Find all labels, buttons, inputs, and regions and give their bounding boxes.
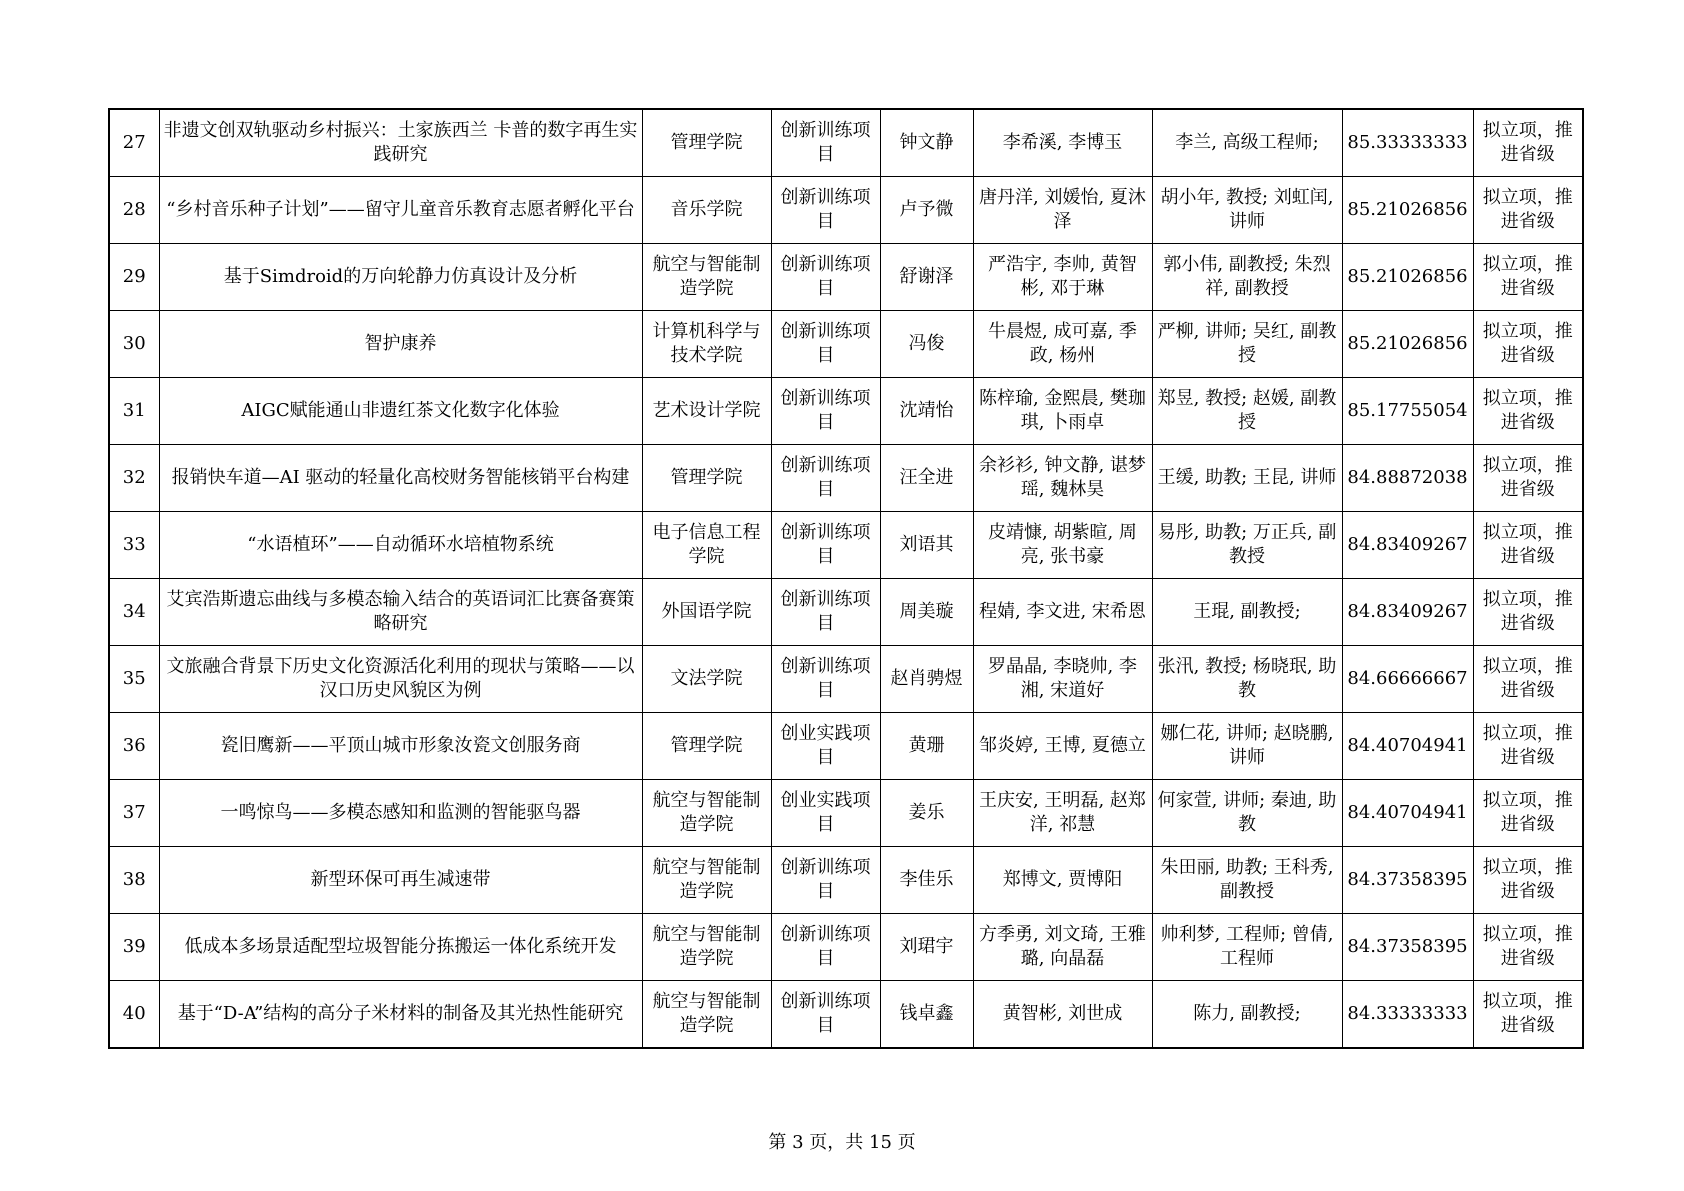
project-name-cell: 文旅融合背景下历史文化资源活化利用的现状与策略——以汉口历史风貌区为例 bbox=[159, 646, 642, 713]
advisor-cell: 娜仁花, 讲师; 赵晓鹏, 讲师 bbox=[1152, 713, 1342, 780]
score-cell: 85.33333333 bbox=[1342, 109, 1473, 177]
advisor-cell: 易彤, 助教; 万正兵, 副教授 bbox=[1152, 512, 1342, 579]
members-cell: 郑博文, 贾博阳 bbox=[973, 847, 1152, 914]
leader-cell: 钱卓鑫 bbox=[880, 981, 973, 1049]
college-cell: 航空与智能制造学院 bbox=[642, 914, 771, 981]
status-cell: 拟立项，推进省级 bbox=[1473, 445, 1583, 512]
project-table bbox=[108, 108, 1584, 1049]
leader-cell: 黄珊 bbox=[880, 713, 973, 780]
score-cell: 84.88872038 bbox=[1342, 445, 1473, 512]
leader-cell: 赵肖骋煜 bbox=[880, 646, 973, 713]
advisor-cell: 朱田丽, 助教; 王科秀, 副教授 bbox=[1152, 847, 1342, 914]
project-name-cell: 基于Simdroid的万向轮静力仿真设计及分析 bbox=[159, 244, 642, 311]
advisor-cell: 王琨, 副教授; bbox=[1152, 579, 1342, 646]
score-cell: 85.21026856 bbox=[1342, 244, 1473, 311]
advisor-cell: 张汛, 教授; 杨晓珉, 助教 bbox=[1152, 646, 1342, 713]
members-cell: 严浩宇, 李帅, 黄智彬, 邓于琳 bbox=[973, 244, 1152, 311]
row-number-cell: 27 bbox=[109, 109, 159, 177]
project-name-cell: 非遗文创双轨驱动乡村振兴：土家族西兰 卡普的数字再生实践研究 bbox=[159, 109, 642, 177]
advisor-cell: 王缓, 助教; 王昆, 讲师 bbox=[1152, 445, 1342, 512]
members-cell: 邹炎婷, 王博, 夏德立 bbox=[973, 713, 1152, 780]
table-row bbox=[109, 177, 1583, 244]
members-cell: 程婧, 李文进, 宋希恩 bbox=[973, 579, 1152, 646]
score-cell: 84.40704941 bbox=[1342, 713, 1473, 780]
leader-cell: 卢予微 bbox=[880, 177, 973, 244]
status-cell: 拟立项，推进省级 bbox=[1473, 378, 1583, 445]
college-cell: 艺术设计学院 bbox=[642, 378, 771, 445]
score-cell: 84.37358395 bbox=[1342, 914, 1473, 981]
table-row bbox=[109, 244, 1583, 311]
status-cell: 拟立项，推进省级 bbox=[1473, 311, 1583, 378]
college-cell: 音乐学院 bbox=[642, 177, 771, 244]
status-cell: 拟立项，推进省级 bbox=[1473, 177, 1583, 244]
row-number-cell: 36 bbox=[109, 713, 159, 780]
leader-cell: 汪全进 bbox=[880, 445, 973, 512]
table-row bbox=[109, 646, 1583, 713]
advisor-cell: 何家萱, 讲师; 秦迪, 助教 bbox=[1152, 780, 1342, 847]
leader-cell: 刘珺宇 bbox=[880, 914, 973, 981]
row-number-cell: 34 bbox=[109, 579, 159, 646]
college-cell: 管理学院 bbox=[642, 713, 771, 780]
status-cell: 拟立项，推进省级 bbox=[1473, 981, 1583, 1049]
status-cell: 拟立项，推进省级 bbox=[1473, 847, 1583, 914]
project-type-cell: 创新训练项目 bbox=[771, 847, 880, 914]
row-number-cell: 29 bbox=[109, 244, 159, 311]
table-body bbox=[109, 109, 1583, 1048]
table-row bbox=[109, 311, 1583, 378]
table-row bbox=[109, 378, 1583, 445]
leader-cell: 沈靖怡 bbox=[880, 378, 973, 445]
row-number-cell: 30 bbox=[109, 311, 159, 378]
project-name-cell: “水语植环”——自动循环水培植物系统 bbox=[159, 512, 642, 579]
project-type-cell: 创新训练项目 bbox=[771, 177, 880, 244]
score-cell: 84.40704941 bbox=[1342, 780, 1473, 847]
status-cell: 拟立项，推进省级 bbox=[1473, 713, 1583, 780]
advisor-cell: 严柳, 讲师; 吴红, 副教授 bbox=[1152, 311, 1342, 378]
project-name-cell: 报销快车道—AI 驱动的轻量化高校财务智能核销平台构建 bbox=[159, 445, 642, 512]
score-cell: 85.17755054 bbox=[1342, 378, 1473, 445]
leader-cell: 周美璇 bbox=[880, 579, 973, 646]
college-cell: 管理学院 bbox=[642, 445, 771, 512]
table-row bbox=[109, 713, 1583, 780]
row-number-cell: 39 bbox=[109, 914, 159, 981]
status-cell: 拟立项，推进省级 bbox=[1473, 512, 1583, 579]
members-cell: 牛晨煜, 成可嘉, 季政, 杨州 bbox=[973, 311, 1152, 378]
table-row bbox=[109, 445, 1583, 512]
project-name-cell: 低成本多场景适配型垃圾智能分拣搬运一体化系统开发 bbox=[159, 914, 642, 981]
project-name-cell: AIGC赋能通山非遗红茶文化数字化体验 bbox=[159, 378, 642, 445]
project-name-cell: 一鸣惊鸟——多模态感知和监测的智能驱鸟器 bbox=[159, 780, 642, 847]
status-cell: 拟立项，推进省级 bbox=[1473, 780, 1583, 847]
project-type-cell: 创业实践项目 bbox=[771, 780, 880, 847]
table-row bbox=[109, 512, 1583, 579]
project-type-cell: 创新训练项目 bbox=[771, 244, 880, 311]
project-type-cell: 创新训练项目 bbox=[771, 109, 880, 177]
advisor-cell: 李兰, 高级工程师; bbox=[1152, 109, 1342, 177]
college-cell: 航空与智能制造学院 bbox=[642, 244, 771, 311]
project-type-cell: 创新训练项目 bbox=[771, 981, 880, 1049]
project-name-cell: “乡村音乐种子计划”——留守儿童音乐教育志愿者孵化平台 bbox=[159, 177, 642, 244]
project-name-cell: 基于“D-A”结构的高分子米材料的制备及其光热性能研究 bbox=[159, 981, 642, 1049]
project-name-cell: 智护康养 bbox=[159, 311, 642, 378]
college-cell: 电子信息工程学院 bbox=[642, 512, 771, 579]
project-type-cell: 创业实践项目 bbox=[771, 713, 880, 780]
status-cell: 拟立项，推进省级 bbox=[1473, 914, 1583, 981]
status-cell: 拟立项，推进省级 bbox=[1473, 109, 1583, 177]
advisor-cell: 胡小年, 教授; 刘虹闰, 讲师 bbox=[1152, 177, 1342, 244]
college-cell: 航空与智能制造学院 bbox=[642, 780, 771, 847]
project-name-cell: 瓷旧鹰新——平顶山城市形象汝瓷文创服务商 bbox=[159, 713, 642, 780]
row-number-cell: 32 bbox=[109, 445, 159, 512]
table-row bbox=[109, 914, 1583, 981]
row-number-cell: 33 bbox=[109, 512, 159, 579]
project-type-cell: 创新训练项目 bbox=[771, 914, 880, 981]
leader-cell: 舒谢泽 bbox=[880, 244, 973, 311]
row-number-cell: 35 bbox=[109, 646, 159, 713]
row-number-cell: 37 bbox=[109, 780, 159, 847]
leader-cell: 李佳乐 bbox=[880, 847, 973, 914]
score-cell: 84.83409267 bbox=[1342, 579, 1473, 646]
row-number-cell: 40 bbox=[109, 981, 159, 1049]
members-cell: 余衫衫, 钟文静, 谌梦瑶, 魏林昊 bbox=[973, 445, 1152, 512]
status-cell: 拟立项，推进省级 bbox=[1473, 244, 1583, 311]
score-cell: 85.21026856 bbox=[1342, 311, 1473, 378]
score-cell: 84.37358395 bbox=[1342, 847, 1473, 914]
advisor-cell: 帅利梦, 工程师; 曾倩, 工程师 bbox=[1152, 914, 1342, 981]
project-type-cell: 创新训练项目 bbox=[771, 579, 880, 646]
row-number-cell: 31 bbox=[109, 378, 159, 445]
advisor-cell: 郑昱, 教授; 赵媛, 副教授 bbox=[1152, 378, 1342, 445]
project-type-cell: 创新训练项目 bbox=[771, 512, 880, 579]
members-cell: 李希溪, 李博玉 bbox=[973, 109, 1152, 177]
table-row bbox=[109, 579, 1583, 646]
table-row bbox=[109, 981, 1583, 1049]
members-cell: 皮靖慷, 胡紫暄, 周亮, 张书豪 bbox=[973, 512, 1152, 579]
table-row bbox=[109, 109, 1583, 177]
college-cell: 外国语学院 bbox=[642, 579, 771, 646]
project-type-cell: 创新训练项目 bbox=[771, 445, 880, 512]
page-footer: 第 3 页，共 15 页 bbox=[768, 1132, 916, 1153]
members-cell: 黄智彬, 刘世成 bbox=[973, 981, 1152, 1049]
leader-cell: 钟文静 bbox=[880, 109, 973, 177]
status-cell: 拟立项，推进省级 bbox=[1473, 579, 1583, 646]
status-cell: 拟立项，推进省级 bbox=[1473, 646, 1583, 713]
advisor-cell: 陈力, 副教授; bbox=[1152, 981, 1342, 1049]
college-cell: 计算机科学与技术学院 bbox=[642, 311, 771, 378]
members-cell: 王庆安, 王明磊, 赵郑洋, 祁慧 bbox=[973, 780, 1152, 847]
members-cell: 罗晶晶, 李晓帅, 李湘, 宋道好 bbox=[973, 646, 1152, 713]
members-cell: 陈梓瑜, 金熙晨, 樊珈琪, 卜雨卓 bbox=[973, 378, 1152, 445]
project-name-cell: 艾宾浩斯遗忘曲线与多模态输入结合的英语词汇比赛备赛策略研究 bbox=[159, 579, 642, 646]
score-cell: 85.21026856 bbox=[1342, 177, 1473, 244]
leader-cell: 冯俊 bbox=[880, 311, 973, 378]
row-number-cell: 38 bbox=[109, 847, 159, 914]
score-cell: 84.66666667 bbox=[1342, 646, 1473, 713]
row-number-cell: 28 bbox=[109, 177, 159, 244]
leader-cell: 姜乐 bbox=[880, 780, 973, 847]
leader-cell: 刘语其 bbox=[880, 512, 973, 579]
college-cell: 管理学院 bbox=[642, 109, 771, 177]
project-type-cell: 创新训练项目 bbox=[771, 646, 880, 713]
members-cell: 方季勇, 刘文琦, 王雅璐, 向晶磊 bbox=[973, 914, 1152, 981]
project-type-cell: 创新训练项目 bbox=[771, 378, 880, 445]
project-type-cell: 创新训练项目 bbox=[771, 311, 880, 378]
college-cell: 文法学院 bbox=[642, 646, 771, 713]
members-cell: 唐丹洋, 刘媛怡, 夏沐泽 bbox=[973, 177, 1152, 244]
college-cell: 航空与智能制造学院 bbox=[642, 981, 771, 1049]
score-cell: 84.83409267 bbox=[1342, 512, 1473, 579]
advisor-cell: 郭小伟, 副教授; 朱烈祥, 副教授 bbox=[1152, 244, 1342, 311]
college-cell: 航空与智能制造学院 bbox=[642, 847, 771, 914]
table-row bbox=[109, 780, 1583, 847]
table-row bbox=[109, 847, 1583, 914]
score-cell: 84.33333333 bbox=[1342, 981, 1473, 1049]
project-name-cell: 新型环保可再生减速带 bbox=[159, 847, 642, 914]
